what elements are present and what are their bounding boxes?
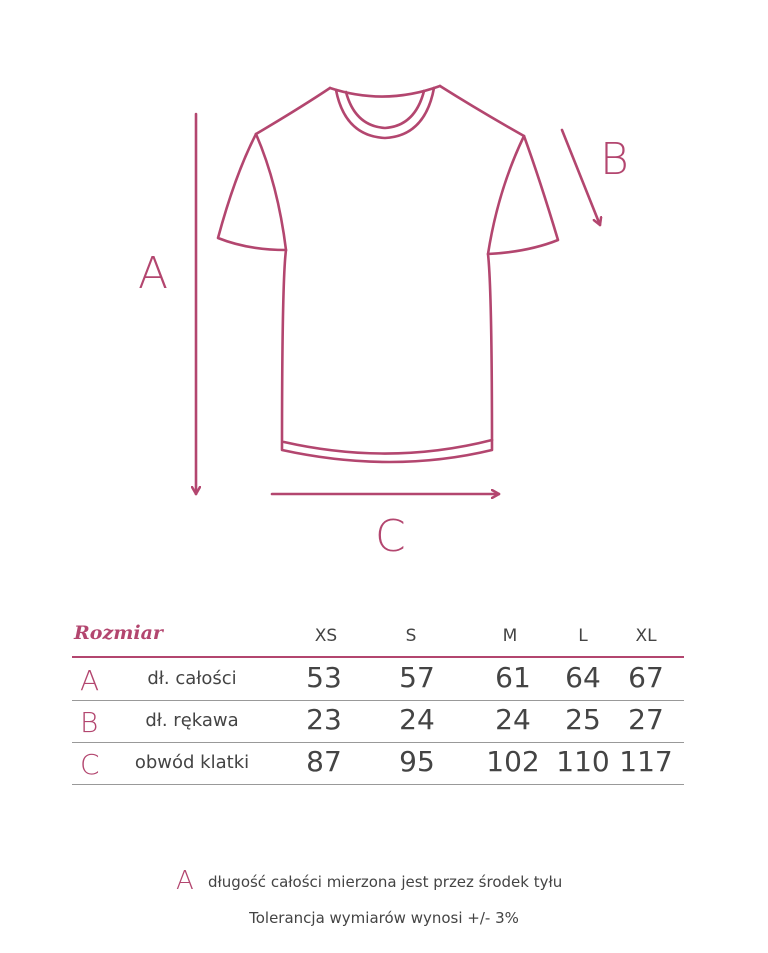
size-xl: XL: [635, 626, 657, 646]
size-table: [72, 618, 684, 781]
cell-value: 67: [628, 661, 664, 694]
measure-label-c: C: [375, 511, 406, 562]
table-row: [72, 700, 684, 742]
cell-value: 110: [556, 745, 610, 778]
table-header: [72, 618, 684, 656]
cell-value: 53: [306, 661, 342, 694]
size-m: M: [502, 626, 518, 646]
note-letter: A: [176, 866, 194, 896]
length-note: [176, 866, 616, 896]
row-letter: C: [80, 748, 100, 781]
cell-value: 64: [565, 661, 601, 694]
cell-value: 23: [306, 703, 342, 736]
size-xs: XS: [314, 626, 338, 646]
row-letter: B: [80, 706, 99, 739]
cell-value: 24: [399, 703, 435, 736]
cell-value: 117: [619, 745, 673, 778]
tolerance-note: Tolerancja wymiarów wynosi +/- 3%: [249, 909, 519, 927]
cell-value: 95: [399, 745, 435, 778]
size-l: L: [578, 626, 588, 646]
table-row: [72, 658, 684, 700]
row-letter: A: [80, 664, 100, 697]
cell-value: 25: [565, 703, 601, 736]
row-name: dł. rękawa: [145, 710, 239, 731]
measure-label-a: A: [138, 248, 169, 299]
cell-value: 61: [495, 661, 531, 694]
row-name: obwód klatki: [134, 752, 250, 773]
size-s: S: [405, 626, 417, 646]
cell-value: 102: [486, 745, 540, 778]
cell-value: 57: [399, 661, 435, 694]
cell-value: 24: [495, 703, 531, 736]
table-row: [72, 742, 684, 784]
table-heading: Rozmiar: [74, 622, 163, 644]
row-name: dł. całości: [147, 668, 237, 689]
row-divider: [72, 784, 684, 785]
cell-value: 27: [628, 703, 664, 736]
cell-value: 87: [306, 745, 342, 778]
arrow-b: [562, 130, 600, 225]
tshirt-outline: [218, 86, 558, 462]
note-text: długość całości mierzona jest przez środek tyłu: [208, 873, 563, 891]
measure-label-b: B: [600, 134, 629, 185]
